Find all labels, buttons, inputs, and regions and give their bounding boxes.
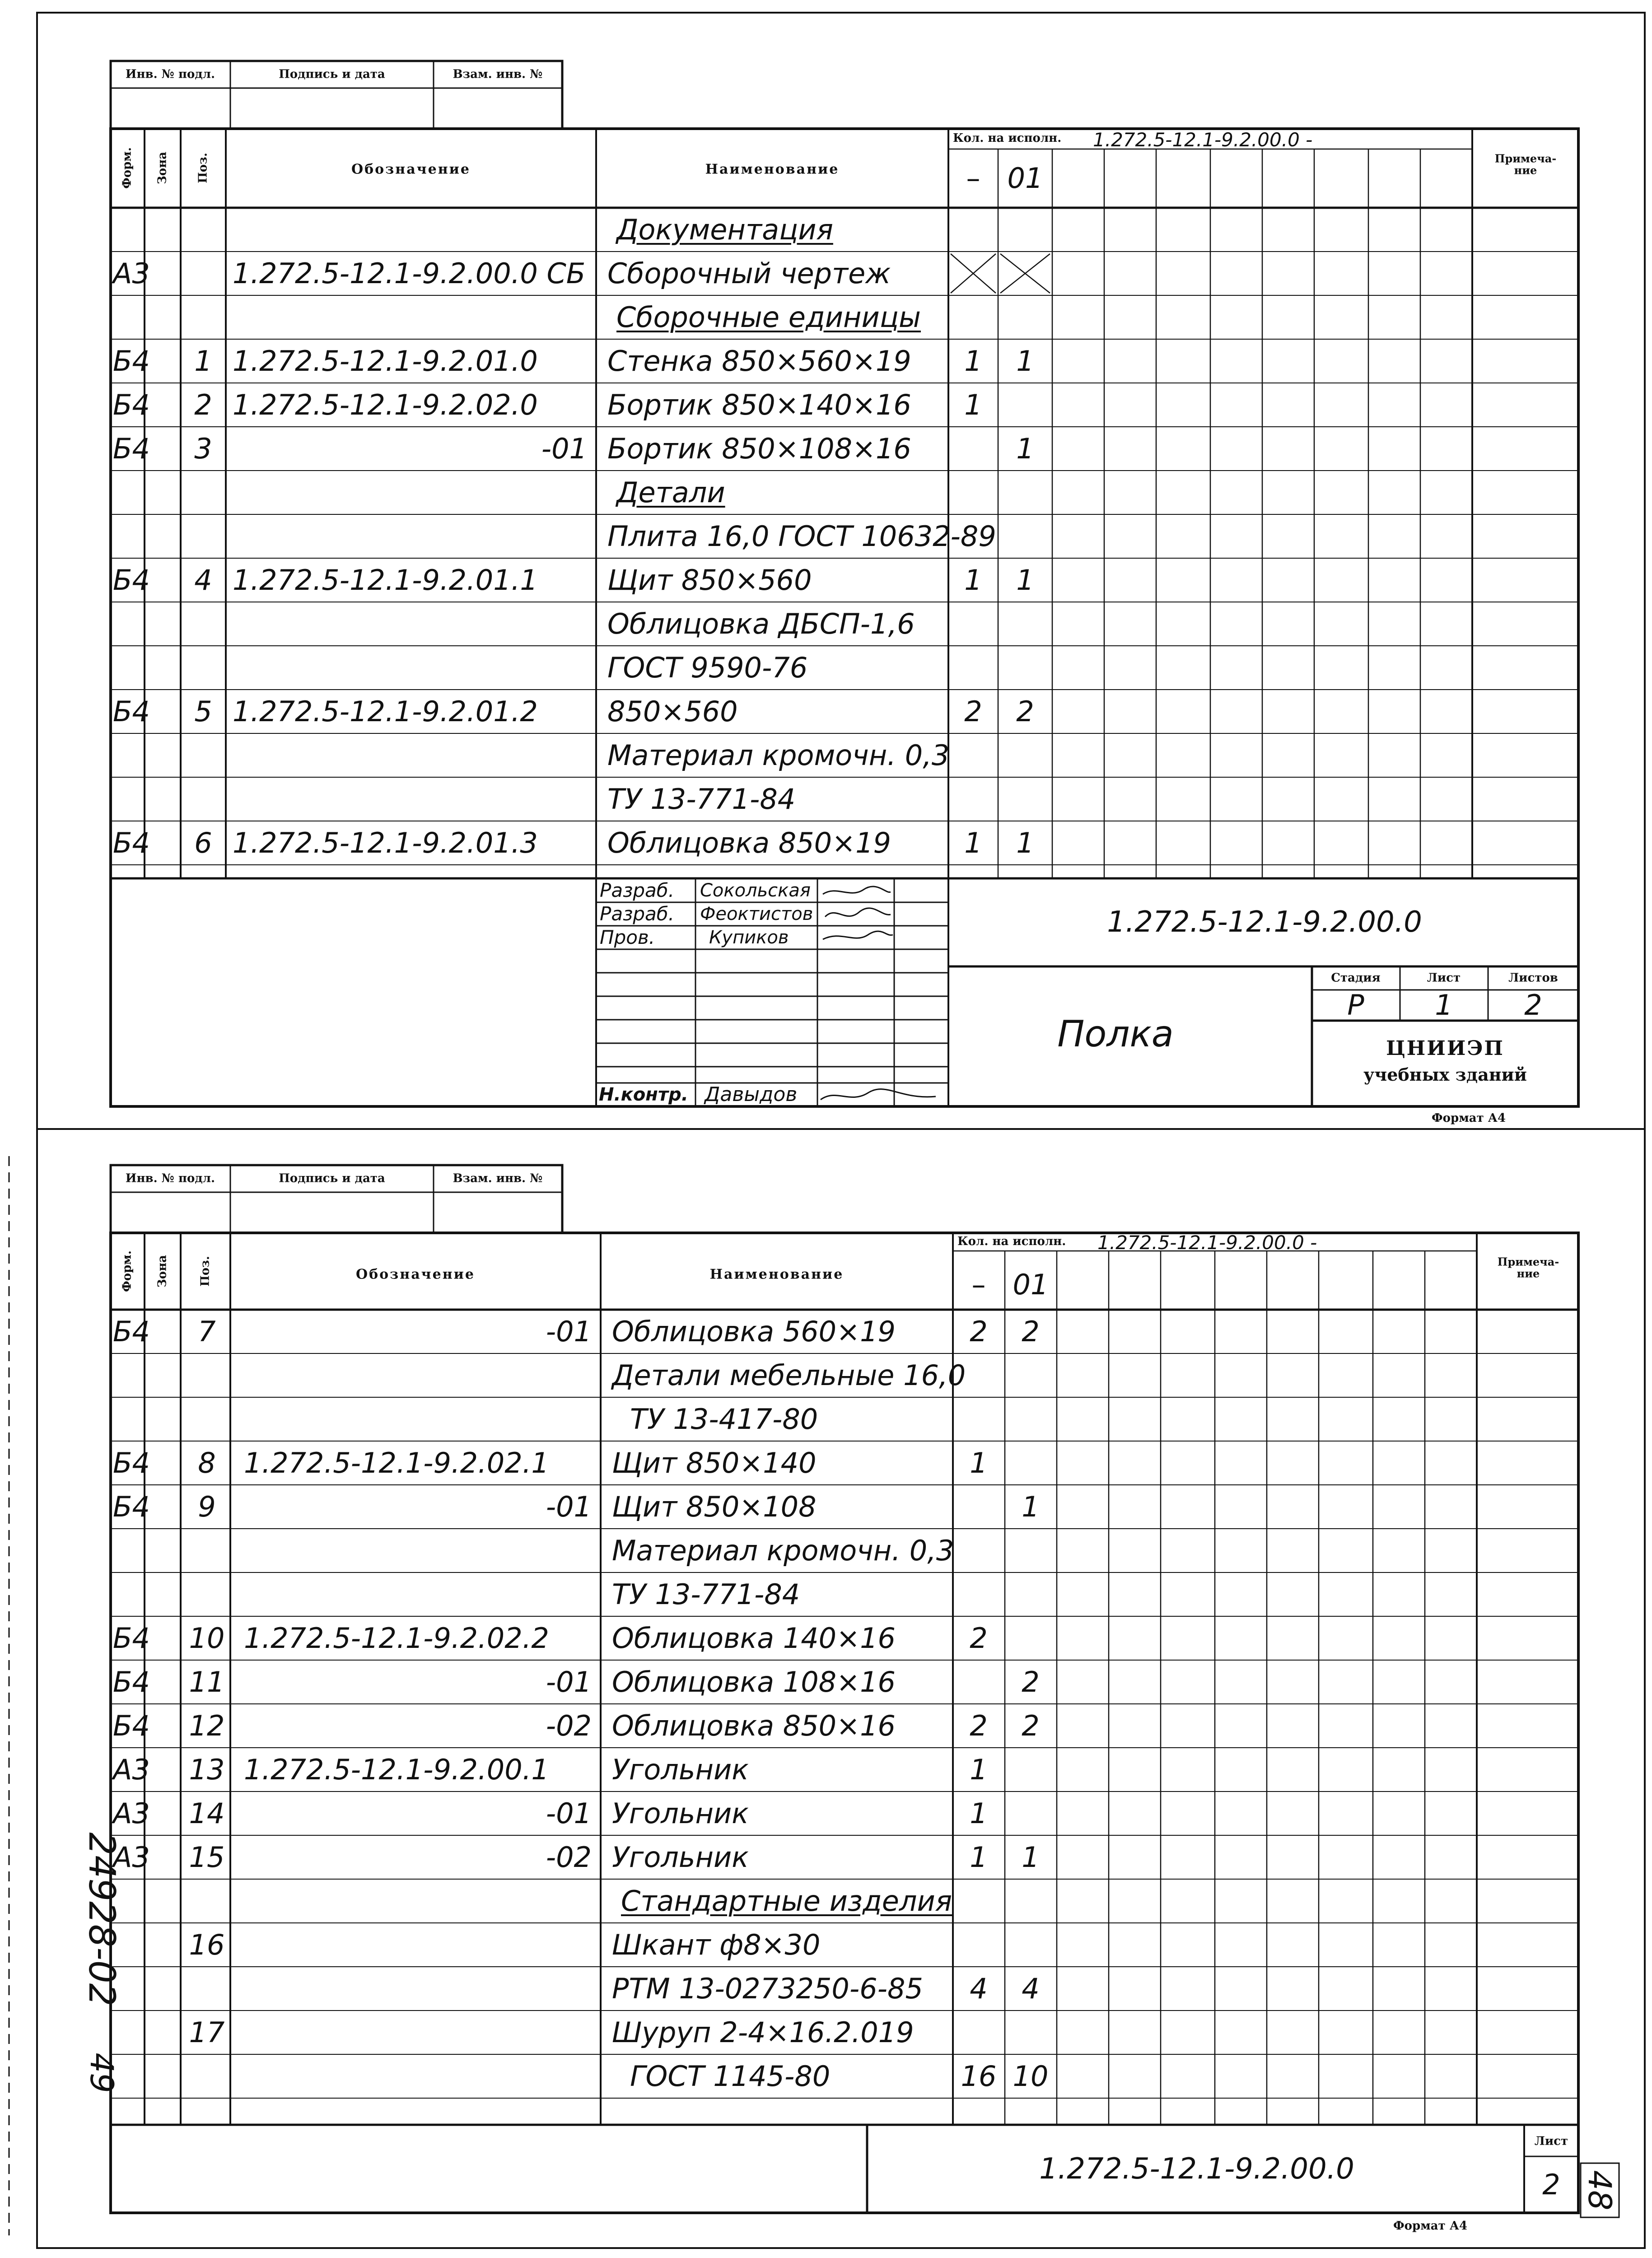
name-cell: Бортик 850×108×16 [607,432,911,465]
designation-cell: 1.272.5-12.1-9.2.01.0 [233,344,538,378]
name-cell: Облицовка 560×19 [612,1315,896,1348]
qty-dash-cell: 2 [970,1709,988,1742]
header-form: Форм. [120,147,134,189]
role-1: Разраб. [600,879,675,901]
role-3: Пров. [600,926,655,948]
sheets-label: Листов [1508,971,1558,985]
qty-dash-cell: 1 [970,1753,988,1786]
sheets-value: 2 [1524,989,1542,1022]
vzam-inv-label-2: Взам. инв. № [453,1171,543,1185]
name-cell: ТУ 13-417-80 [630,1402,818,1436]
name-cell: Стандартные изделия [621,1884,952,1917]
designation-cell: 1.272.5-12.1-9.2.01.3 [233,826,538,859]
sign-date-label-2: Подпись и дата [279,1171,385,1185]
name-cell: ТУ 13-771-84 [607,782,796,816]
sign-date-label: Подпись и дата [279,67,385,81]
pos-cell: 3 [194,432,212,465]
header-zone: Зона [155,152,169,184]
header-form-2: Форм. [120,1250,134,1292]
form-cell: А3 [113,1796,150,1830]
pos-cell: 17 [189,2015,225,2049]
name-cell: ГОСТ 1145-80 [630,2059,831,2093]
sheet2-label: Лист [1534,2134,1568,2148]
pos-cell: 14 [189,1796,225,1830]
designation-cell: 1.272.5-12.1-9.2.02.2 [244,1621,549,1655]
pos-cell: 15 [189,1840,225,1874]
name-cell: Шуруп 2-4×16.2.019 [612,2015,914,2049]
form-cell: Б4 [113,1315,150,1348]
format-sheet1: Формат А4 [1432,1111,1506,1125]
name-cell: Детали [616,476,725,509]
header-notes: Примеча- ние [1494,152,1557,177]
designation-cell: -01 [546,1665,592,1698]
pos-cell: 11 [189,1665,225,1698]
inv-no-label: Инв. № подл. [125,67,215,81]
form-cell: Б4 [113,432,150,465]
qty-dash-cell: 1 [970,1446,988,1479]
name-cell: Детали мебельные 16,0 [612,1358,966,1392]
qty-dash-cell: 1 [964,826,982,859]
header-pos: Поз. [196,153,210,183]
qty-01-cell: 4 [1022,1972,1040,2005]
inv-no-label-2: Инв. № подл. [125,1171,215,1185]
name-cell: Материал кромочн. 0,3 [607,738,950,772]
qty-01-cell: 1 [1016,563,1034,597]
format-sheet2: Формат А4 [1393,2219,1468,2233]
signature-marks [818,881,895,948]
qty-01-cell: 1 [1016,432,1034,465]
doc-number-sheet1: 1.272.5-12.1-9.2.00.0 [1107,905,1422,939]
form-cell: Б4 [113,1490,150,1523]
name-cell: Щит 850×108 [612,1490,817,1523]
name-cell: ТУ 13-771-84 [612,1577,800,1611]
stage-label: Стадия [1331,971,1381,985]
qty-01-cell: 1 [1022,1490,1040,1523]
pos-cell: 6 [194,826,212,859]
qty-01-cell: 2 [1016,695,1034,728]
name-cell: Облицовка ДБСП-1,6 [607,607,915,640]
qty-dash-cell: 2 [964,695,982,728]
form-cell: Б4 [113,344,150,378]
name-cell: Угольник [612,1753,749,1786]
name-cell: Облицовка 140×16 [612,1621,896,1655]
header-notes-2: Примеча- ние [1497,1255,1559,1280]
name-cell: Шкант ф8×30 [612,1928,821,1961]
header-col-dash-2: – [971,1268,986,1301]
pos-cell: 8 [198,1446,216,1479]
name-cell: Облицовка 850×19 [607,826,891,859]
name-cell: РТМ 13-0273250-6-85 [612,1972,923,2005]
name-cell: Угольник [612,1840,749,1874]
role-4: Н.контр. [599,1084,688,1105]
archive-number: 24928-02 [81,1832,123,2006]
name-cell: Бортик 850×140×16 [607,388,911,421]
header-col-01-2: 01 [1013,1268,1049,1301]
name-cell: Сборочный чертеж [607,257,891,290]
form-cell: Б4 [113,388,150,421]
pos-cell: 13 [189,1753,225,1786]
vzam-inv-label: Взам. инв. № [453,67,543,81]
person-1: Сокольская [700,880,811,901]
header-name-2: Наименование [709,1266,844,1283]
designation-cell: -02 [546,1709,592,1742]
header-pos-2: Поз. [198,1256,212,1287]
name-cell: Плита 16,0 ГОСТ 10632-89 [607,519,996,553]
pos-cell: 2 [194,388,212,421]
doc-title: Полка [1057,1013,1174,1055]
pos-cell: 5 [194,695,212,728]
header-name: Наименование [705,161,840,177]
signature-nkontr [818,1084,945,1106]
page-number-left: 49 [83,2053,120,2093]
stage-value: Р [1347,989,1364,1022]
qty-dash-cell: 2 [970,1315,988,1348]
name-cell: Сборочные единицы [616,300,921,334]
qty-dash-cell: 1 [964,344,982,378]
person-3: Купиков [709,927,789,948]
form-cell: А3 [113,1753,150,1786]
form-cell: Б4 [113,1621,150,1655]
header-qty-doc: 1.272.5-12.1-9.2.00.0 - [1093,129,1313,151]
pos-cell: 9 [198,1490,216,1523]
form-cell: А3 [113,1840,150,1874]
designation-cell: 1.272.5-12.1-9.2.00.1 [244,1753,549,1786]
qty-01-cell: 2 [1022,1709,1040,1742]
designation-cell: -01 [546,1796,592,1830]
sheet-value: 1 [1435,989,1453,1022]
pos-cell: 12 [189,1709,225,1742]
name-cell: Материал кромочн. 0,3 [612,1534,954,1567]
header-designation-2: Обозначение [355,1266,476,1283]
header-zone-2: Зона [155,1255,169,1288]
header-qty-caption: Кол. на исполн. [953,131,1062,145]
qty-dash-cell: 2 [970,1621,988,1655]
name-cell: Угольник [612,1796,749,1830]
pos-cell: 10 [189,1621,225,1655]
pos-cell: 7 [198,1315,216,1348]
header-designation: Обозначение [351,161,471,177]
designation-cell: -01 [546,1490,592,1523]
form-cell: Б4 [113,695,150,728]
designation-cell: 1.272.5-12.1-9.2.01.2 [233,695,538,728]
sheet-label: Лист [1427,971,1461,985]
designation-cell: 1.272.5-12.1-9.2.01.1 [233,563,538,597]
qty-dash-cell: 1 [964,563,982,597]
qty-01-cell: 2 [1022,1665,1040,1698]
name-cell: ГОСТ 9590-76 [607,651,808,684]
form-cell: А3 [113,257,150,290]
pos-cell: 4 [194,563,212,597]
qty-01-cell: 2 [1022,1315,1040,1348]
pos-cell: 16 [189,1928,225,1961]
qty-dash-cell: 4 [970,1972,988,2005]
person-2: Феоктистов [700,904,813,924]
page-number-right: 48 [1581,2170,1618,2211]
name-cell: Облицовка 850×16 [612,1709,896,1742]
qty-01-cell: 1 [1016,344,1034,378]
form-cell: Б4 [113,563,150,597]
role-2: Разраб. [600,903,675,925]
name-cell: Стенка 850×560×19 [607,344,911,378]
header-qty-caption-2: Кол. на исполн. [957,1235,1066,1248]
header-col-dash: – [966,162,980,195]
name-cell: Щит 850×140 [612,1446,817,1479]
designation-cell: -02 [546,1840,592,1874]
doc-number-sheet2: 1.272.5-12.1-9.2.00.0 [1039,2152,1354,2186]
header-qty-doc-2: 1.272.5-12.1-9.2.00.0 - [1097,1232,1317,1254]
name-cell: 850×560 [607,695,738,728]
org-line2: учебных зданий [1363,1064,1527,1085]
org-line1: ЦНИИЭП [1386,1036,1504,1060]
form-cell: Б4 [113,1446,150,1479]
form-cell: Б4 [113,826,150,859]
qty-dash-cell: 1 [964,388,982,421]
designation-cell: -01 [546,1315,592,1348]
person-4: Давыдов [705,1083,798,1106]
qty-dash-cell: 1 [970,1840,988,1874]
qty-dash-cell: 16 [961,2059,997,2093]
name-cell: Щит 850×560 [607,563,812,597]
designation-cell: 1.272.5-12.1-9.2.02.1 [244,1446,549,1479]
pos-cell: 1 [194,344,212,378]
qty-01-cell: 1 [1022,1840,1040,1874]
qty-01-cell: 10 [1013,2059,1049,2093]
designation-cell: 1.272.5-12.1-9.2.00.0 СБ [233,257,586,290]
qty-dash-cell: 1 [970,1796,988,1830]
name-cell: Облицовка 108×16 [612,1665,896,1698]
name-cell: Документация [616,213,833,246]
form-cell: Б4 [113,1665,150,1698]
sheet2-number: 2 [1542,2168,1560,2201]
qty-01-cell: 1 [1016,826,1034,859]
designation-cell: 1.272.5-12.1-9.2.02.0 [233,388,538,421]
header-col-01: 01 [1007,162,1043,195]
form-cell: Б4 [113,1709,150,1742]
designation-cell: -01 [541,432,587,465]
